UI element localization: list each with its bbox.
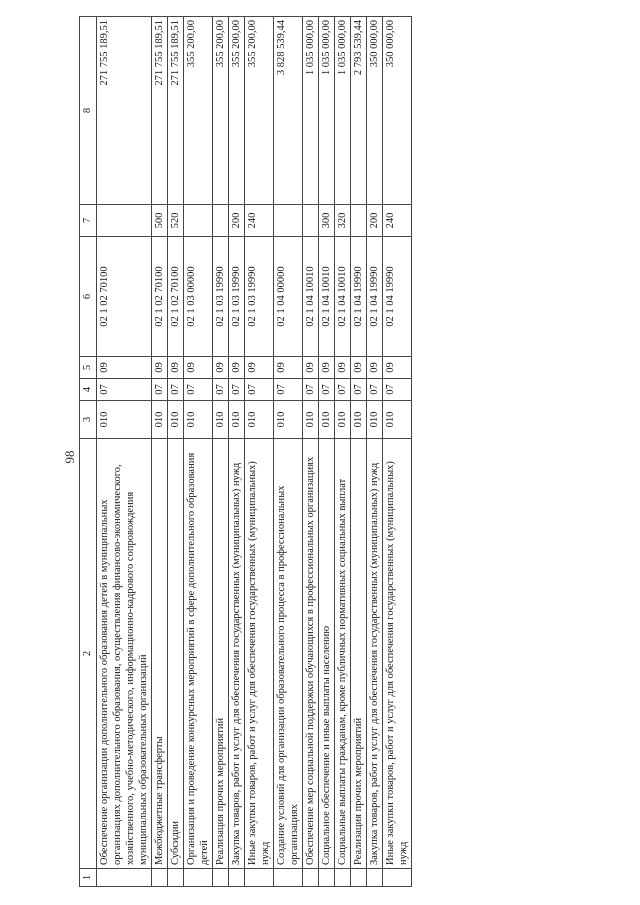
cell-c7: [274, 205, 303, 237]
cell-c5: 09: [335, 357, 351, 379]
cell-c2: Создание условий для организации образовательного процесса в профессиональных организациях: [274, 439, 303, 869]
cell-c3: 010: [184, 401, 213, 439]
header-cell: 4: [80, 379, 97, 401]
cell-c8: 1 035 000,00: [335, 17, 351, 205]
cell-c3: 010: [383, 401, 412, 439]
cell-c2: Субсидии: [168, 439, 184, 869]
cell-c6: 02 1 02 70100: [168, 237, 184, 357]
cell-c3: 010: [351, 401, 367, 439]
header-cell: 3: [80, 401, 97, 439]
header-cell: 7: [80, 205, 97, 237]
cell-c6: 02 1 04 19990: [383, 237, 412, 357]
cell-c3: 010: [245, 401, 274, 439]
cell-c1: [245, 869, 274, 887]
cell-c6: 02 1 04 10010: [303, 237, 319, 357]
table-row: [383, 17, 412, 887]
cell-c1: [184, 869, 213, 887]
cell-c7: 200: [229, 205, 245, 237]
cell-c2: Обеспечение организации дополнительного образования детей в муниципальных организациях дополнительного образования, осуществления финансово-экономического, хозяйственного, учебно-методического, информационно-кадрового сопровождения муниципальных образовательных организаций: [97, 439, 152, 869]
cell-c6: 02 1 03 19990: [245, 237, 274, 357]
cell-c5: 09: [229, 357, 245, 379]
cell-c7: [213, 205, 229, 237]
cell-c7: 500: [152, 205, 168, 237]
cell-c6: 02 1 03 19990: [229, 237, 245, 357]
page-number: 98: [62, 450, 77, 464]
header-row: [80, 17, 97, 887]
cell-c4: 07: [335, 379, 351, 401]
cell-c8: 350 000,00: [383, 17, 412, 205]
cell-c8: 355 200,00: [245, 17, 274, 205]
cell-c5: 09: [152, 357, 168, 379]
cell-c1: [303, 869, 319, 887]
cell-c8: 350 000,00: [367, 17, 383, 205]
table-row: [152, 17, 168, 887]
cell-c1: [229, 869, 245, 887]
cell-c6: 02 1 03 00000: [184, 237, 213, 357]
cell-c5: 09: [319, 357, 335, 379]
cell-c1: [383, 869, 412, 887]
cell-c5: 09: [168, 357, 184, 379]
cell-c1: [319, 869, 335, 887]
table-row: [213, 17, 229, 887]
cell-c3: 010: [229, 401, 245, 439]
table-row: [351, 17, 367, 887]
table-row: [303, 17, 319, 887]
table-row: [229, 17, 245, 887]
cell-c7: [184, 205, 213, 237]
cell-c4: 07: [367, 379, 383, 401]
cell-c3: 010: [152, 401, 168, 439]
table-row: [245, 17, 274, 887]
cell-c4: 07: [351, 379, 367, 401]
cell-c6: 02 1 04 19990: [367, 237, 383, 357]
cell-c3: 010: [97, 401, 152, 439]
cell-c6: 02 1 02 70100: [152, 237, 168, 357]
cell-c5: 09: [245, 357, 274, 379]
cell-c2: Социальное обеспечение и иные выплаты населению: [319, 439, 335, 869]
header-cell: 5: [80, 357, 97, 379]
cell-c8: 271 755 189,51: [97, 17, 152, 205]
cell-c4: 07: [168, 379, 184, 401]
cell-c6: 02 1 04 10010: [319, 237, 335, 357]
cell-c4: 07: [229, 379, 245, 401]
cell-c4: 07: [152, 379, 168, 401]
cell-c3: 010: [168, 401, 184, 439]
cell-c8: 3 828 539,44: [274, 17, 303, 205]
table-row: [184, 17, 213, 887]
header-cell: 2: [80, 439, 97, 869]
cell-c1: [335, 869, 351, 887]
cell-c7: [351, 205, 367, 237]
cell-c7: 240: [383, 205, 412, 237]
cell-c5: 09: [383, 357, 412, 379]
cell-c2: Обеспечение мер социальной поддержки обучающихся в профессиональных организациях: [303, 439, 319, 869]
header-cell: 1: [80, 869, 97, 887]
table-row: [319, 17, 335, 887]
cell-c6: 02 1 04 19990: [351, 237, 367, 357]
cell-c2: Иные закупки товаров, работ и услуг для обеспечения государственных (муниципальных) нужд: [245, 439, 274, 869]
cell-c5: 09: [351, 357, 367, 379]
cell-c8: 355 200,00: [184, 17, 213, 205]
cell-c7: 240: [245, 205, 274, 237]
cell-c8: 355 200,00: [229, 17, 245, 205]
cell-c8: 271 755 189,51: [168, 17, 184, 205]
cell-c1: [152, 869, 168, 887]
cell-c1: [367, 869, 383, 887]
cell-c1: [274, 869, 303, 887]
cell-c2: Закупка товаров, работ и услуг для обеспечения государственных (муниципальных) нужд: [367, 439, 383, 869]
cell-c4: 07: [303, 379, 319, 401]
cell-c8: 1 035 000,00: [303, 17, 319, 205]
cell-c2: Реализация прочих мероприятий: [351, 439, 367, 869]
cell-c7: 200: [367, 205, 383, 237]
table-row: [274, 17, 303, 887]
table-row: [367, 17, 383, 887]
cell-c4: 07: [274, 379, 303, 401]
header-cell: 6: [80, 237, 97, 357]
cell-c5: 09: [184, 357, 213, 379]
cell-c6: 02 1 02 70100: [97, 237, 152, 357]
cell-c8: 355 200,00: [213, 17, 229, 205]
table-row: [97, 17, 152, 887]
cell-c1: [168, 869, 184, 887]
budget-table-rotated: [79, 17, 624, 887]
cell-c4: 07: [213, 379, 229, 401]
cell-c2: Социальные выплаты гражданам, кроме публичных нормативных социальных выплат: [335, 439, 351, 869]
cell-c5: 09: [213, 357, 229, 379]
header-cell: 8: [80, 17, 97, 205]
cell-c4: 07: [319, 379, 335, 401]
cell-c3: 010: [274, 401, 303, 439]
cell-c3: 010: [367, 401, 383, 439]
cell-c1: [213, 869, 229, 887]
cell-c2: Иные закупки товаров, работ и услуг для обеспечения государственных (муниципальных) нужд: [383, 439, 412, 869]
cell-c5: 09: [97, 357, 152, 379]
table-row: [335, 17, 351, 887]
cell-c7: [303, 205, 319, 237]
budget-table: [79, 16, 412, 887]
cell-c4: 07: [245, 379, 274, 401]
cell-c6: 02 1 03 19990: [213, 237, 229, 357]
cell-c1: [351, 869, 367, 887]
cell-c3: 010: [303, 401, 319, 439]
cell-c2: Закупка товаров, работ и услуг для обеспечения государственных (муниципальных) нужд: [229, 439, 245, 869]
cell-c5: 09: [274, 357, 303, 379]
cell-c3: 010: [213, 401, 229, 439]
cell-c3: 010: [319, 401, 335, 439]
table-row: [168, 17, 184, 887]
cell-c8: 1 035 000,00: [319, 17, 335, 205]
cell-c5: 09: [367, 357, 383, 379]
cell-c4: 07: [184, 379, 213, 401]
cell-c4: 07: [383, 379, 412, 401]
cell-c5: 09: [303, 357, 319, 379]
cell-c4: 07: [97, 379, 152, 401]
cell-c6: 02 1 04 00000: [274, 237, 303, 357]
cell-c8: 2 793 539,44: [351, 17, 367, 205]
cell-c6: 02 1 04 10010: [335, 237, 351, 357]
cell-c2: Межбюджетные трансферты: [152, 439, 168, 869]
cell-c3: 010: [335, 401, 351, 439]
cell-c2: Организация и проведение конкурсных мероприятий в сфере дополнительного образования детей: [184, 439, 213, 869]
cell-c8: 271 755 189,51: [152, 17, 168, 205]
cell-c7: 320: [335, 205, 351, 237]
cell-c2: Реализация прочих мероприятий: [213, 439, 229, 869]
cell-c7: 520: [168, 205, 184, 237]
cell-c7: [97, 205, 152, 237]
cell-c1: [97, 869, 152, 887]
cell-c7: 300: [319, 205, 335, 237]
